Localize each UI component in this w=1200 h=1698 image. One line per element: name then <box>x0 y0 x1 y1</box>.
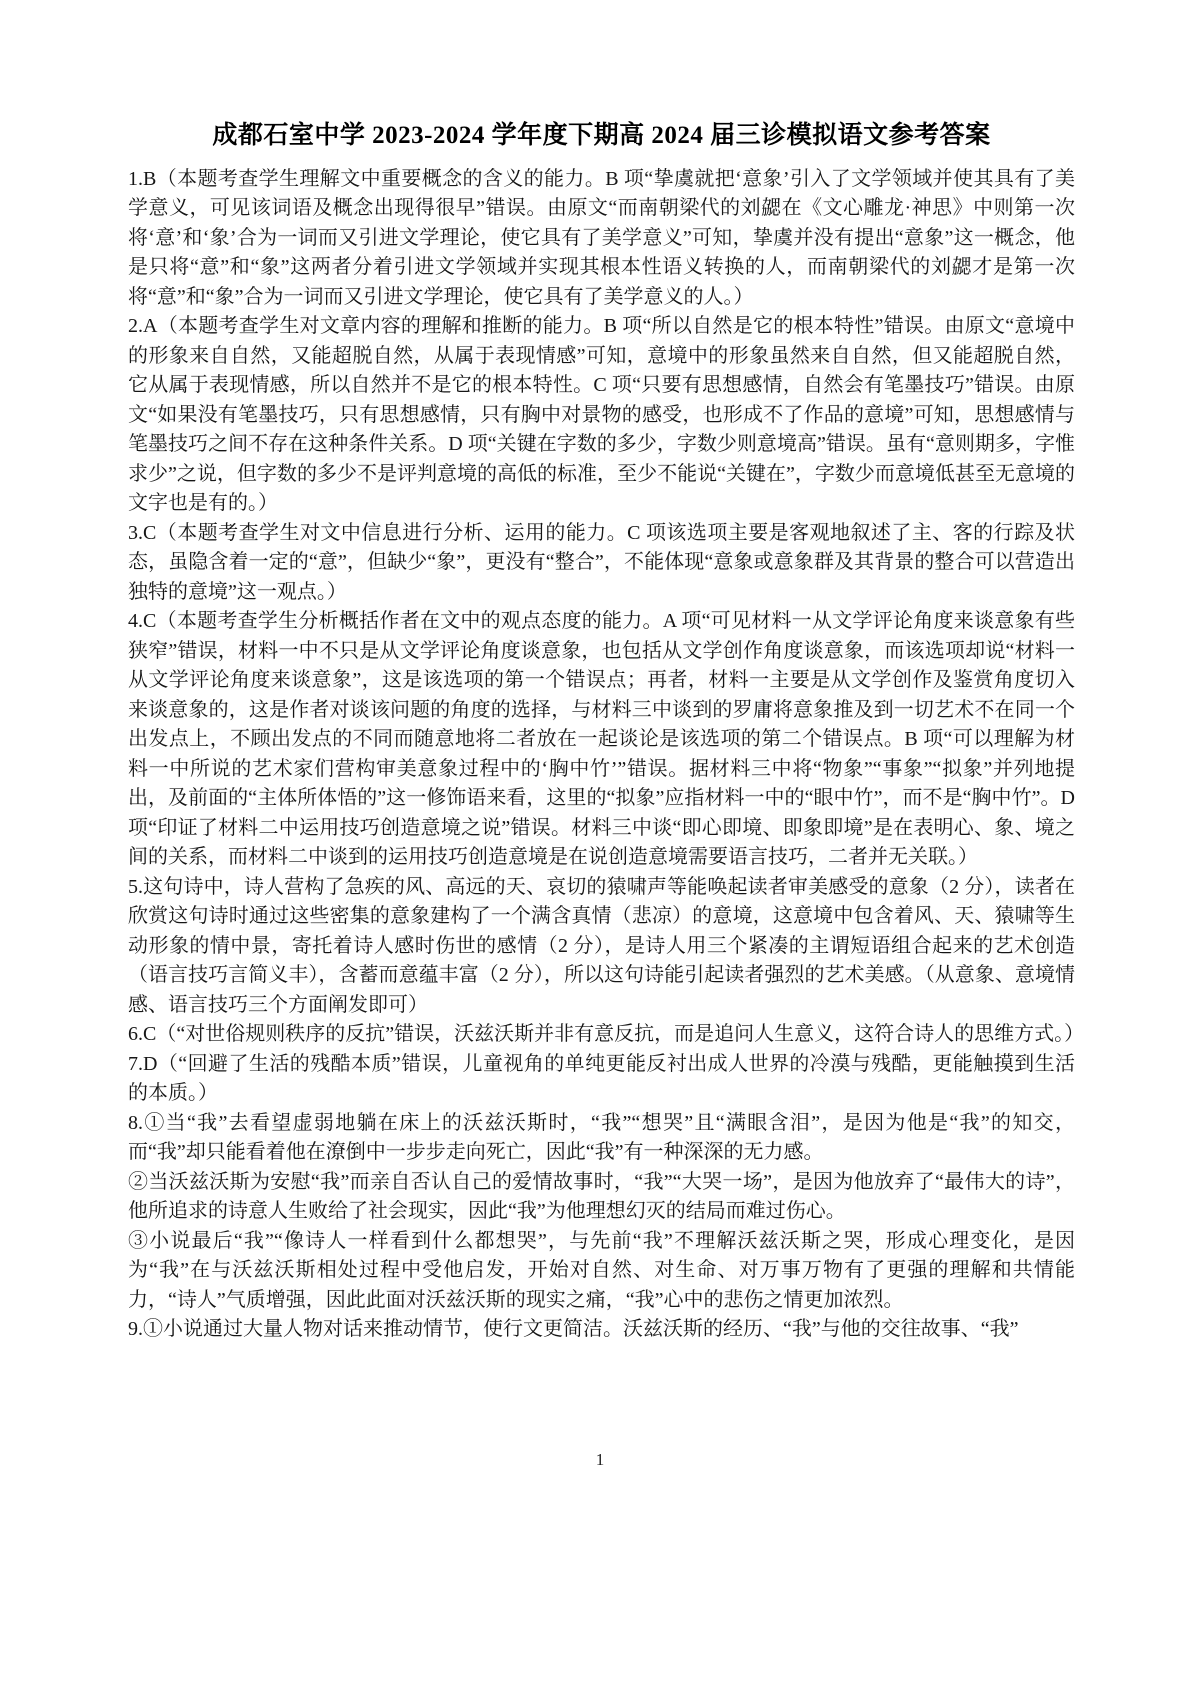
answer-5: 5.这句诗中，诗人营构了急疾的风、高远的天、哀切的猿啸声等能唤起读者审美感受的意象（2 分），读者在欣赏这句诗时通过这些密集的意象建构了一个满含真情（悲凉）的意境，这意境中包含着风、天、猿啸等生动形象的情中景，寄托着诗人感时伤世的感情（2 分），是诗人用三个紧凑的主谓短语组合起来的艺术创造（语言技巧言简义丰），含蓄而意蕴丰富（2 分），所以这句诗能引起读者强烈的艺术美感。（从意象、意境情感、语言技巧三个方面阐发即可） <box>128 875 1075 1016</box>
answer-7: 7.D（“回避了生活的残酷本质”错误，儿童视角的单纯更能反衬出成人世界的冷漠与残酷，更能触摸到生活的本质。） <box>128 1052 1075 1104</box>
answer-8-part-2: ②当沃兹沃斯为安慰“我”而亲自否认自己的爱情故事时，“我”“大哭一场”，是因为他放弃了“最伟大的诗”，他所追求的诗意人生败给了社会现实，因此“我”为他理想幻灭的结局而难过伤心。 <box>128 1170 1075 1222</box>
answer-6: 6.C（“对世俗规则秩序的反抗”错误，沃兹沃斯并非有意反抗，而是追问人生意义，这符合诗人的思维方式。） <box>128 1023 1085 1045</box>
answer-4: 4.C（本题考查学生分析概括作者在文中的观点态度的能力。A 项“可见材料一从文学评论角度来谈意象有些狭窄”错误，材料一中不只是从文学评论角度谈意象，也包括从文学创作角度谈意象，而该选项却说“材料一从文学评论角度来谈意象”，这是该选项的第一个错误点；再者，材料一主要是从文学创作及鉴赏角度切入来谈意象的，这是作者对谈该问题的角度的选择，与材料三中谈到的罗庸将意象推及到一切艺术不在同一个出发点上，不顾出发点的不同而随意地将二者放在一起谈论是该选项的第二个错误点。B 项“可以理解为材料一中所说的艺术家们营构审美意象过程中的‘胸中竹’”错误。据材料三中将“物象”“事象”“拟象”并列地提出，及前面的“主体所体悟的”这一修饰语来看，这里的“拟象”应指材料一中的“眼中竹”，而不是“胸中竹”。D 项“印证了材料二中运用技巧创造意境之说”错误。材料三中谈“即心即境、即象即境”是在表明心、象、境之间的关系，而材料二中谈到的运用技巧创造意境是在说创造意境需要语言技巧，二者并无关联。） <box>128 610 1075 868</box>
answer-8-part-3: ③小说最后“我”“像诗人一样看到什么都想哭”，与先前“我”不理解沃兹沃斯之哭，形成心理变化，是因为“我”在与沃兹沃斯相处过程中受他启发，开始对自然、对生命、对万事万物有了更强的理解和共情能力，“诗人”气质增强，因此此面对沃兹沃斯的现实之痛，“我”心中的悲伤之情更加浓烈。 <box>128 1229 1075 1311</box>
answer-8-part-1: 8.①当“我”去看望虚弱地躺在床上的沃兹沃斯时，“我”“想哭”且“满眼含泪”，是因为他是“我”的知交，而“我”却只能看着他在潦倒中一步步走向死亡，因此“我”有一种深深的无力感。 <box>128 1111 1075 1163</box>
page-title: 成都石室中学 2023-2024 学年度下期高 2024 届三诊模拟语文参考答案 <box>212 122 991 149</box>
answer-9-part-1: 9.①小说通过大量人物对话来推动情节，使行文更简洁。沃兹沃斯的经历、“我”与他的交往故事、“我” <box>128 1318 1019 1340</box>
answer-1: 1.B（本题考查学生理解文中重要概念的含义的能力。B 项“挚虞就把‘意象’引入了文学领域并使其具有了美学意义，可见该词语及概念出现得很早”错误。由原文“而南朝梁代的刘勰在《文心雕龙·神思》中则第一次将‘意’和‘象’合为一词而又引进文学理论，使它具有了美学意义”可知，挚虞并没有提出“意象”这一概念，他是只将“意”和“象”这两者分着引进文学领域并实现其根本性语义转换的人，而南朝梁代的刘勰才是第一次将“意”和“象”合为一词而又引进文学理论，使它具有了美学意义的人。） <box>128 167 1075 308</box>
answer-3: 3.C（本题考查学生对文中信息进行分析、运用的能力。C 项该选项主要是客观地叙述了主、客的行踪及状态，虽隐含着一定的“意”，但缺少“象”，更没有“整合”，不能体现“意象或意象群及其背景的整合可以营造出独特的意境”这一观点。） <box>128 521 1075 603</box>
answer-2: 2.A（本题考查学生对文章内容的理解和推断的能力。B 项“所以自然是它的根本特性”错误。由原文“意境中的形象来自自然，又能超脱自然，从属于表现情感”可知，意境中的形象虽然来自自然，但又能超脱自然，它从属于表现情感，所以自然并不是它的根本特性。C 项“只要有思想感情，自然会有笔墨技巧”错误。由原文“如果没有笔墨技巧，只有思想感情，只有胸中对景物的感受，也形成不了作品的意境”可知，思想感情与笔墨技巧之间不存在这种条件关系。D 项“关键在字数的多少，字数少则意境高”错误。虽有“意则期多，字惟求少”之说，但字数的多少不是评判意境的高低的标准，至少不能说“关键在”，字数少而意境低甚至无意境的文字也是有的。） <box>128 315 1075 514</box>
page-number: 1 <box>595 1450 605 1469</box>
answer-sheet-content <box>128 120 1085 1345</box>
